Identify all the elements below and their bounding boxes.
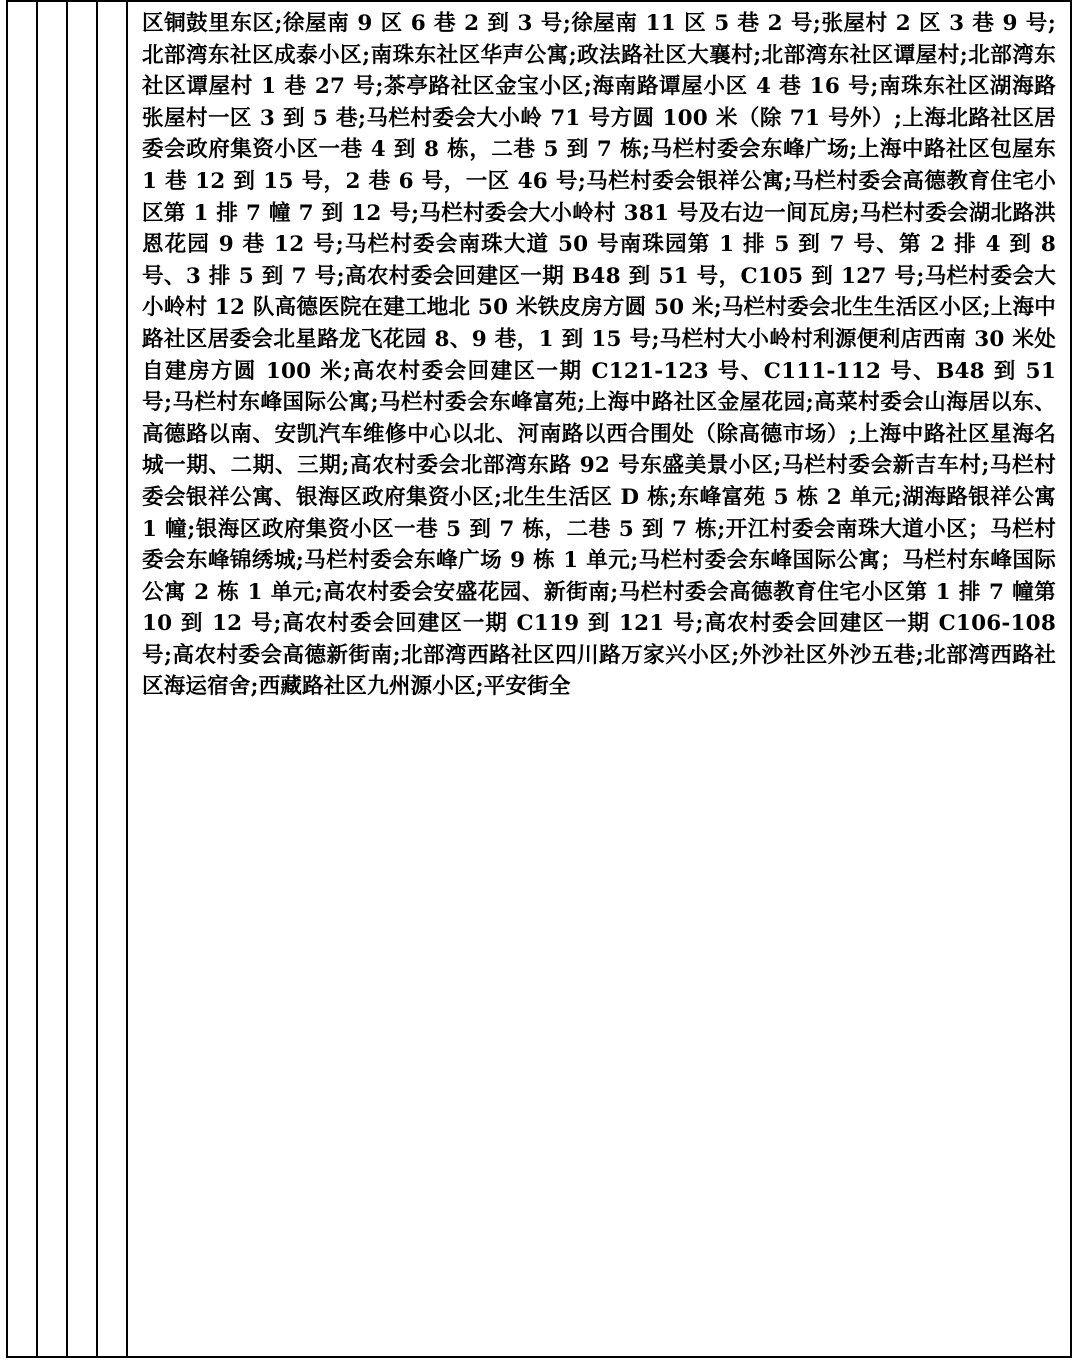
data-table — [6, 0, 1072, 1358]
table-column-5 — [128, 2, 1070, 1356]
table-column-1 — [8, 2, 38, 1356]
table-cell-column-2 — [38, 2, 66, 12]
table-column-3 — [68, 2, 98, 1356]
table-cell-column-3 — [68, 2, 96, 12]
table-column-2 — [38, 2, 68, 1356]
table-cell-column-1 — [8, 2, 36, 12]
table-column-4 — [98, 2, 128, 1356]
table-cell-locations: 区铜鼓里东区;徐屋南 9 区 6 巷 2 到 3 号;徐屋南 11 区 5 巷 2 号;张屋村 2 区 3 巷 9 号;北部湾东社区成泰小区;南珠东社区华声公寓;政法路社区大襄村;北部湾东社区谭屋村;北部湾东社区谭屋村 1 巷 27 号;茶亭路社区金宝小区;海南路谭屋小区 4 巷 16 号;南珠东社区湖海路张屋村一区 3 到 5 巷;马栏村委会大小岭 71 号方圆 100 米（除 71 号外）;上海北路社区居委会政府集资小区一巷 4 到 8 栋，二巷 5 到 7 栋;马栏村委会东峰广场;上海中路社区包屋东 1 巷 12 到 15 号，2 巷 6 号，一区 46 号;马栏村委会银祥公寓;马栏村委会高德教育住宅小区第 1 排 7 幢 7 到 12 号;马栏村委会大小岭村 381 号及右边一间瓦房;马栏村委会湖北路洪恩花园 9 巷 12 号;马栏村委会南珠大道 50 号南珠园第 1 排 5 到 7 号、第 2 排 4 到 8 号、3 排 5 到 7 号;高农村委会回建区一期 B48 到 51 号，C105 到 127 号;马栏村委会大小岭村 12 队高德医院在建工地北 50 米铁皮房方圆 50 米;马栏村委会北生生活区小区;上海中路社区居委会北星路龙飞花园 8、9 巷，1 到 15 号;马栏村大小岭村利源便利店西南 30 米处自建房方圆 100 米;高农村委会回建区一期 C121-123 号、C111-112 号、B48 到 51 号;马栏村东峰国际公寓;马栏村委会东峰富苑;上海中路社区金屋花园;高菜村委会山海居以东、高德路以南、安凯汽车维修中心以北、河南路以西合围处（除高德市场）;上海中路社区星海名城一期、二期、三期;高农村委会北部湾东路 92 号东盛美景小区;马栏村委会新吉车村;马栏村委会银祥公寓、银海区政府集资小区;北生生活区 D 栋;东峰富苑 5 栋 2 单元;湖海路银祥公寓 1 幢;银海区政府集资小区一巷 5 到 7 栋，二巷 5 到 7 栋;开江村委会南珠大道小区；马栏村委会东峰锦绣城;马栏村委会东峰广场 9 栋 1 单元;马栏村委会东峰国际公寓；马栏村东峰国际公寓 2 栋 1 单元;高农村委会安盛花园、新街南;马栏村委会高德教育住宅小区第 1 排 7 幢第 10 到 12 号;高农村委会回建区一期 C119 到 121 号;高农村委会回建区一期 C106-108 号;高农村委会高德新街南;北部湾西路社区四川路万家兴小区;外沙社区外沙五巷;北部湾西路社区海运宿舍;西藏路社区九州源小区;平安街全 — [142, 11, 1056, 700]
table-cell-column-4 — [98, 2, 126, 12]
